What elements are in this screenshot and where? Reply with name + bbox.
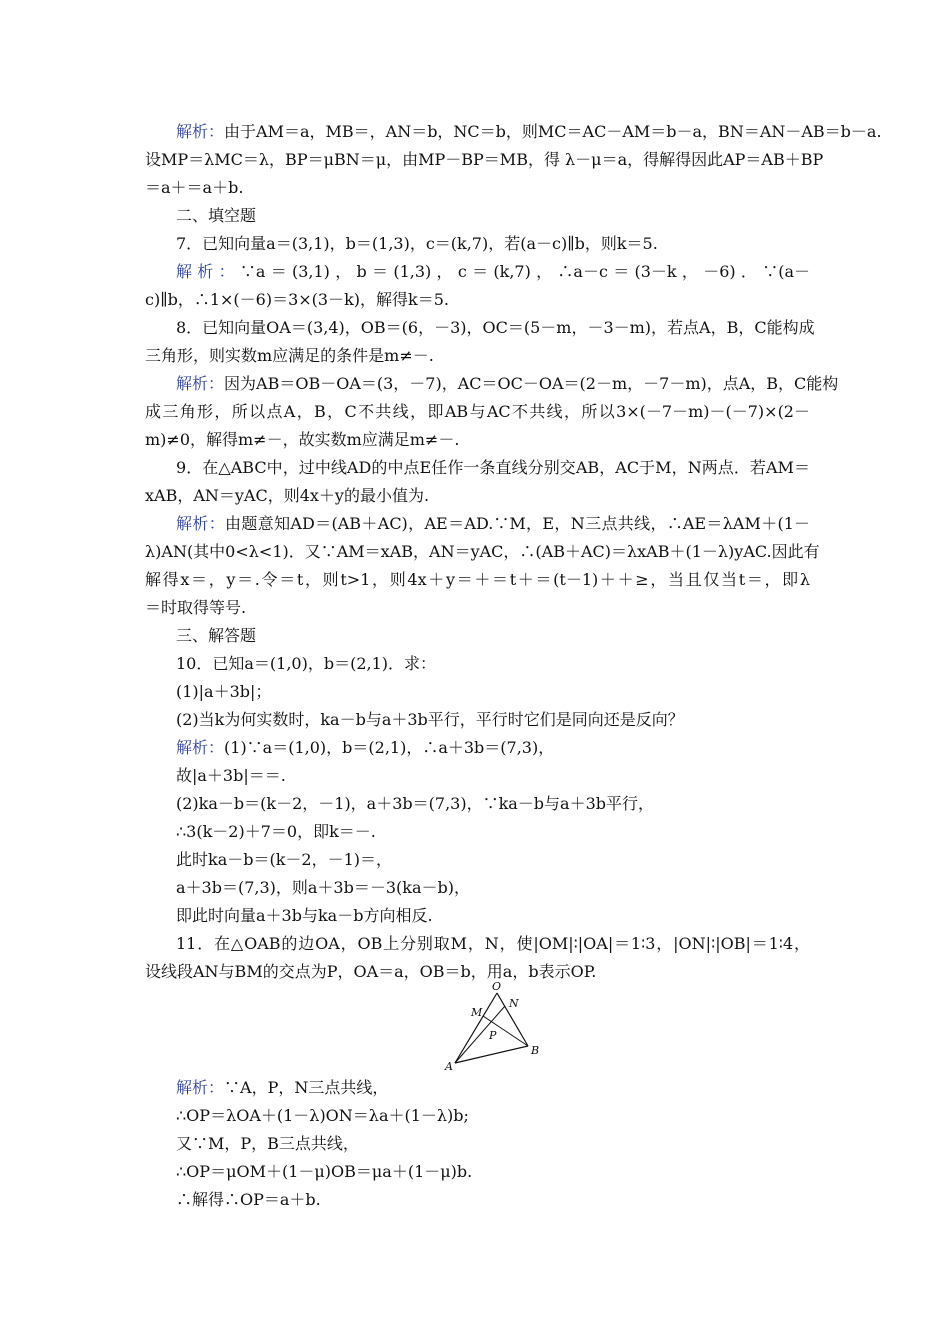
solution-9-line-3: 解得x＝，y＝.令＝t，则t>1，则4x＋y＝＋＝t＋＝(t－1)＋＋≥，当且仅当t＝，即λ (145, 570, 810, 589)
solution-9-line-2: λ)AN(其中0<λ<1)．又∵AM＝xAB，AN＝yAC，∴(AB＋AC)＝λxAB＋(1－λ)yAC.因此有 (145, 542, 820, 561)
solution-11-line-3: 又∵M，P，B三点共线， (176, 1134, 359, 1153)
analysis-label: 解析： (176, 374, 225, 393)
section-heading-problems: 三、解答题 (176, 626, 257, 645)
triangle-oab-figure (440, 980, 550, 1072)
solution-10-line-6: a＋3b＝(7,3)，则a＋3b＝－3(ka－b)， (176, 878, 470, 897)
solution-11-line-1: 解析：∵A，P，N三点共线， (176, 1078, 389, 1097)
question-10-part-2: (2)当k为何实数时，ka－b与a＋3b平行，平行时它们是同向还是反向？ (176, 710, 684, 729)
question-7: 7．已知向量a＝(3,1)，b＝(1,3)，c＝(k,7)，若(a－c)∥b，则k＝5. (176, 234, 658, 253)
solution-6-line-2: 设MP＝λMC＝λ，BP＝μBN＝μ，由MP－BP＝MB，得 λ－μ＝a，得解得因此AP＝AB＋BP (145, 150, 824, 169)
solution-10-line-5: 此时ka－b＝(k－2，－1)＝， (176, 850, 393, 869)
label-a: A (445, 1060, 453, 1072)
solution-10-line-2: 故|a＋3b|＝＝. (176, 766, 286, 785)
solution-6-line-1: 解析：由于AM＝a，MB＝，AN＝b，NC＝b，则MC＝AC－AM＝b－a，BN＝AN－AB＝b－a. (176, 122, 882, 141)
solution-6-line-3: ＝a＋＝a＋b. (145, 178, 244, 197)
question-9-line-2: xAB，AN＝yAC，则4x＋y的最小值为. (145, 486, 430, 505)
question-11-line-1: 11．在△OAB的边OA，OB上分别取M，N，使|OM|∶|OA|＝1∶3，|ON|∶|OB|＝1∶4， (176, 934, 810, 953)
solution-11-line-5: ∴解得∴OP＝a＋b. (176, 1190, 321, 1209)
solution-8-line-1: 解析：因为AB＝OB－OA＝(3，－7)，AC＝OC－OA＝(2－m，－7－m)，点A，B，C能构 (176, 374, 839, 393)
label-m: M (471, 1006, 483, 1019)
question-10: 10．已知a＝(1,0)，b＝(2,1)．求： (176, 654, 437, 673)
solution-10-line-7: 即此时向量a＋3b与ka－b方向相反. (176, 906, 433, 925)
question-8-line-2: 三角形，则实数m应满足的条件是m≠－. (145, 346, 434, 365)
solution-9-line-1: 解析：由题意知AD＝(AB＋AC)，AE＝AD.∵M，E，N三点共线，∴AE＝λAM＋(1－ (176, 514, 810, 533)
question-10-part-1: (1)|a＋3b|； (176, 682, 272, 701)
solution-8-line-2: 成三角形，所以点A，B，C不共线，即AB与AC不共线，所以3×(－7－m)－(－7)×(2－ (145, 402, 810, 421)
analysis-label: 解析： (176, 1078, 225, 1097)
solution-11-line-2: ∴OP＝λOA＋(1－λ)ON＝λa＋(1－λ)b; (176, 1106, 469, 1125)
solution-11-line-4: ∴OP＝μOM＋(1－μ)OB＝μa＋(1－μ)b. (176, 1162, 473, 1181)
solution-8-line-3: m)≠0，解得m≠－，故实数m应满足m≠－. (145, 430, 460, 449)
label-p: P (489, 1029, 497, 1042)
question-9-line-1: 9．在△ABC中，过中线AD的中点E任作一条直线分别交AB，AC于M，N两点．若AM＝ (176, 458, 810, 477)
segment-oa (455, 993, 497, 1063)
solution-10-line-3: (2)ka－b＝(k－2，－1)，a＋3b＝(7,3)，∵ka－b与a＋3b平行， (176, 794, 655, 813)
label-b: B (531, 1044, 540, 1057)
analysis-label: 解析： (176, 262, 240, 281)
question-8-line-1: 8．已知向量OA＝(3,4)，OB＝(6，－3)，OC＝(5－m，－3－m)，若点A，B，C能构成 (176, 318, 815, 337)
label-o: O (492, 980, 502, 993)
label-n: N (509, 997, 519, 1010)
solution-10-line-4: ∴3(k－2)＋7＝0，即k＝－. (176, 822, 376, 841)
solution-10-line-1: 解析：(1)∵a＝(1,0)，b＝(2,1)，∴a＋3b＝(7,3)， (176, 738, 555, 757)
section-heading-fill-in: 二、填空题 (176, 206, 257, 225)
analysis-label: 解析： (176, 738, 225, 757)
question-11-line-2: 设线段AN与BM的交点为P，OA＝a，OB＝b，用a，b表示OP. (145, 962, 597, 981)
analysis-label: 解析： (176, 514, 226, 533)
solution-7-line-1: 解析：∵a＝(3,1)，b＝(1,3)，c＝(k,7)，∴a－c＝(3－k，－6)．∵(a－ (176, 262, 810, 281)
analysis-label: 解析： (176, 122, 225, 141)
solution-7-line-2: c)∥b，∴1×(－6)＝3×(3－k)，解得k＝5. (145, 290, 449, 309)
segment-ab (455, 1046, 528, 1063)
solution-9-line-4: ＝时取得等号. (145, 598, 247, 617)
